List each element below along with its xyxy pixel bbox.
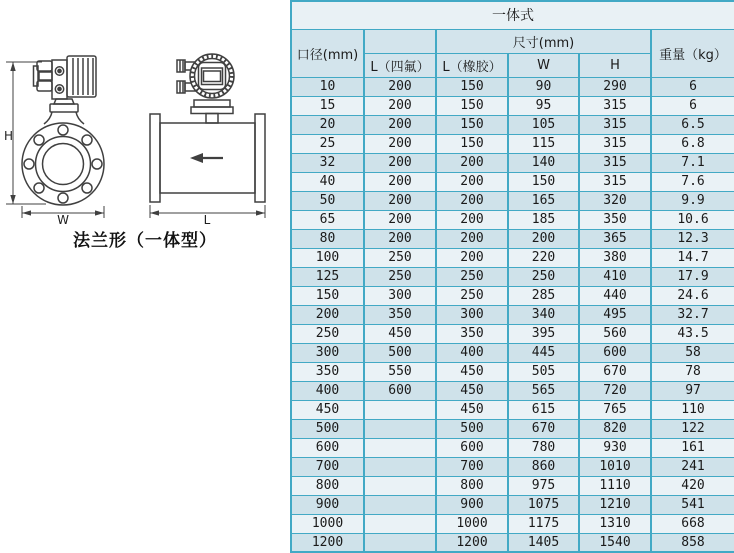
table-row — [291, 419, 734, 438]
table-cell: 6.5 — [651, 115, 734, 134]
table-cell: 43.5 — [651, 324, 734, 343]
table-cell: 700 — [291, 457, 364, 476]
table-cell: 505 — [508, 362, 579, 381]
table-cell: 720 — [579, 381, 651, 400]
table-cell: 200 — [364, 115, 436, 134]
col-header-l-ptfe: L（四氟） — [364, 53, 436, 77]
table-cell: 780 — [508, 438, 579, 457]
table-cell: 930 — [579, 438, 651, 457]
table-cell: 200 — [291, 305, 364, 324]
table-cell: 450 — [291, 400, 364, 419]
diagram-caption: 法兰形（一体型） — [73, 231, 217, 251]
table-cell: 165 — [508, 191, 579, 210]
table-cell: 65 — [291, 210, 364, 229]
table-row — [291, 134, 734, 153]
table-cell: 200 — [364, 96, 436, 115]
table-row — [291, 267, 734, 286]
table-cell: 340 — [508, 305, 579, 324]
table-cell: 122 — [651, 419, 734, 438]
table-cell: 58 — [651, 343, 734, 362]
table-cell: 380 — [579, 248, 651, 267]
table-cell: 320 — [579, 191, 651, 210]
table-cell: 250 — [436, 267, 508, 286]
table-cell: 1200 — [291, 533, 364, 552]
table-cell: 900 — [436, 495, 508, 514]
table-cell: 541 — [651, 495, 734, 514]
table-cell: 100 — [291, 248, 364, 267]
table-row — [291, 172, 734, 191]
transmitter-head-side — [190, 54, 234, 98]
table-cell: 14.7 — [651, 248, 734, 267]
table-cell: 200 — [364, 191, 436, 210]
table-row — [291, 362, 734, 381]
table-cell: 20 — [291, 115, 364, 134]
table-cell: 300 — [436, 305, 508, 324]
table-cell: 350 — [291, 362, 364, 381]
table-row — [291, 324, 734, 343]
table-cell: 200 — [508, 229, 579, 248]
table-cell: 395 — [508, 324, 579, 343]
table-cell: 17.9 — [651, 267, 734, 286]
table-header-row-1 — [291, 29, 734, 53]
table-cell: 450 — [436, 381, 508, 400]
table-cell: 95 — [508, 96, 579, 115]
flange-face — [22, 123, 104, 205]
table-row — [291, 476, 734, 495]
table-cell: 200 — [364, 134, 436, 153]
table-cell: 1405 — [508, 533, 579, 552]
table-cell: 600 — [291, 438, 364, 457]
table-cell: 495 — [579, 305, 651, 324]
table-cell: 150 — [291, 286, 364, 305]
table-cell: 500 — [436, 419, 508, 438]
table-cell: 975 — [508, 476, 579, 495]
table-row — [291, 381, 734, 400]
table-title-row — [291, 1, 734, 29]
table-cell: 1075 — [508, 495, 579, 514]
table-cell: 200 — [364, 172, 436, 191]
flow-direction-arrow — [190, 153, 223, 163]
table-cell: 200 — [364, 229, 436, 248]
table-cell: 600 — [579, 343, 651, 362]
table-cell: 250 — [436, 286, 508, 305]
table-cell: 600 — [364, 381, 436, 400]
table-row — [291, 191, 734, 210]
table-row — [291, 305, 734, 324]
table-cell: 200 — [436, 153, 508, 172]
table-row — [291, 77, 734, 96]
table-row — [291, 457, 734, 476]
table-cell: 9.9 — [651, 191, 734, 210]
table-cell: 25 — [291, 134, 364, 153]
table-cell: 32 — [291, 153, 364, 172]
table-cell: 560 — [579, 324, 651, 343]
table-cell: 80 — [291, 229, 364, 248]
table-cell: 78 — [651, 362, 734, 381]
table-cell: 200 — [436, 191, 508, 210]
dim-label-l: L — [203, 213, 211, 226]
table-row — [291, 96, 734, 115]
table-row — [291, 286, 734, 305]
table-cell: 200 — [364, 77, 436, 96]
table-cell: 315 — [579, 134, 651, 153]
table-cell: 500 — [291, 419, 364, 438]
table-cell: 565 — [508, 381, 579, 400]
neck-front — [44, 99, 84, 124]
table-cell: 420 — [651, 476, 734, 495]
table-cell: 290 — [579, 77, 651, 96]
table-cell: 220 — [508, 248, 579, 267]
table-cell: 97 — [651, 381, 734, 400]
table-cell: 200 — [436, 210, 508, 229]
flowmeter-drawing — [0, 0, 290, 226]
table-cell — [364, 514, 436, 533]
table-cell: 615 — [508, 400, 579, 419]
table-cell: 860 — [508, 457, 579, 476]
table-cell: 200 — [436, 172, 508, 191]
table-cell: 300 — [291, 343, 364, 362]
table-cell: 765 — [579, 400, 651, 419]
table-cell: 1010 — [579, 457, 651, 476]
table-cell — [364, 476, 436, 495]
table-cell: 200 — [364, 210, 436, 229]
table-row — [291, 495, 734, 514]
table-cell: 6 — [651, 77, 734, 96]
table-cell: 315 — [579, 153, 651, 172]
table-row — [291, 438, 734, 457]
table-cell: 150 — [436, 96, 508, 115]
table-cell: 300 — [364, 286, 436, 305]
table-cell — [364, 400, 436, 419]
table-cell: 115 — [508, 134, 579, 153]
table-cell: 250 — [291, 324, 364, 343]
table-cell: 350 — [579, 210, 651, 229]
table-cell: 668 — [651, 514, 734, 533]
table-cell: 440 — [579, 286, 651, 305]
spec-table — [290, 0, 734, 553]
table-cell: 445 — [508, 343, 579, 362]
table-cell: 6.8 — [651, 134, 734, 153]
table-cell: 400 — [436, 343, 508, 362]
table-cell: 365 — [579, 229, 651, 248]
table-row — [291, 400, 734, 419]
table-cell: 700 — [436, 457, 508, 476]
table-cell: 800 — [291, 476, 364, 495]
table-cell: 1175 — [508, 514, 579, 533]
dim-label-w: W — [57, 213, 69, 226]
table-cell: 250 — [364, 267, 436, 286]
table-cell: 1000 — [291, 514, 364, 533]
table-cell — [364, 495, 436, 514]
table-cell: 6 — [651, 96, 734, 115]
table-cell: 7.6 — [651, 172, 734, 191]
table-row — [291, 514, 734, 533]
table-row — [291, 229, 734, 248]
table-cell: 315 — [579, 96, 651, 115]
table-cell: 315 — [579, 172, 651, 191]
col-header-diameter: 口径(mm) — [291, 29, 364, 77]
table-row — [291, 343, 734, 362]
table-cell: 241 — [651, 457, 734, 476]
table-cell: 1200 — [436, 533, 508, 552]
table-row — [291, 248, 734, 267]
front-view — [22, 56, 104, 205]
table-cell — [364, 419, 436, 438]
table-cell: 450 — [436, 400, 508, 419]
col-group-size: 尺寸(mm) — [436, 29, 651, 53]
table-cell: 858 — [651, 533, 734, 552]
table-row — [291, 115, 734, 134]
table-cell: 150 — [508, 172, 579, 191]
table-cell: 150 — [436, 134, 508, 153]
table-row — [291, 533, 734, 552]
table-body — [291, 77, 734, 552]
table-cell: 400 — [291, 381, 364, 400]
table-cell: 250 — [364, 248, 436, 267]
table-cell: 32.7 — [651, 305, 734, 324]
table-cell: 12.3 — [651, 229, 734, 248]
table-cell: 315 — [579, 115, 651, 134]
table-cell: 350 — [364, 305, 436, 324]
table-cell: 410 — [579, 267, 651, 286]
side-view — [150, 54, 265, 202]
table-cell: 185 — [508, 210, 579, 229]
table-cell: 105 — [508, 115, 579, 134]
table-cell: 10 — [291, 77, 364, 96]
transmitter-head-front — [34, 56, 97, 99]
table-cell: 1000 — [436, 514, 508, 533]
table-cell: 450 — [364, 324, 436, 343]
dim-label-h: H — [4, 129, 14, 143]
table-cell: 140 — [508, 153, 579, 172]
col-header-h: H — [579, 53, 651, 77]
table-cell: 110 — [651, 400, 734, 419]
table-row — [291, 210, 734, 229]
flowmeter-diagram — [0, 0, 290, 260]
table-cell: 670 — [579, 362, 651, 381]
table-cell: 7.1 — [651, 153, 734, 172]
table-cell: 500 — [364, 343, 436, 362]
table-cell: 200 — [436, 229, 508, 248]
size-group-spacer-cell — [364, 29, 436, 53]
table-cell: 900 — [291, 495, 364, 514]
col-header-weight: 重量（kg） — [651, 29, 734, 77]
table-cell: 200 — [364, 153, 436, 172]
table-cell: 150 — [436, 115, 508, 134]
table-cell: 250 — [508, 267, 579, 286]
table-cell: 90 — [508, 77, 579, 96]
table-cell: 10.6 — [651, 210, 734, 229]
table-cell: 15 — [291, 96, 364, 115]
table-cell: 350 — [436, 324, 508, 343]
table-cell: 1540 — [579, 533, 651, 552]
table-cell: 50 — [291, 191, 364, 210]
table-cell: 150 — [436, 77, 508, 96]
table-cell: 200 — [436, 248, 508, 267]
neck-side — [191, 100, 233, 123]
table-cell: 670 — [508, 419, 579, 438]
table-cell — [364, 438, 436, 457]
table-cell: 600 — [436, 438, 508, 457]
table-cell: 820 — [579, 419, 651, 438]
table-cell: 161 — [651, 438, 734, 457]
col-header-w: W — [508, 53, 579, 77]
table-cell: 285 — [508, 286, 579, 305]
table-cell: 1310 — [579, 514, 651, 533]
table-cell — [364, 457, 436, 476]
table-cell: 800 — [436, 476, 508, 495]
table-cell: 550 — [364, 362, 436, 381]
table-cell: 1110 — [579, 476, 651, 495]
table-cell — [364, 533, 436, 552]
table-cell: 1210 — [579, 495, 651, 514]
table-cell: 24.6 — [651, 286, 734, 305]
col-header-l-rubber: L（橡胶） — [436, 53, 508, 77]
table-title: 一体式 — [291, 1, 734, 29]
table-cell: 40 — [291, 172, 364, 191]
table-cell: 125 — [291, 267, 364, 286]
table-row — [291, 153, 734, 172]
table-cell: 450 — [436, 362, 508, 381]
